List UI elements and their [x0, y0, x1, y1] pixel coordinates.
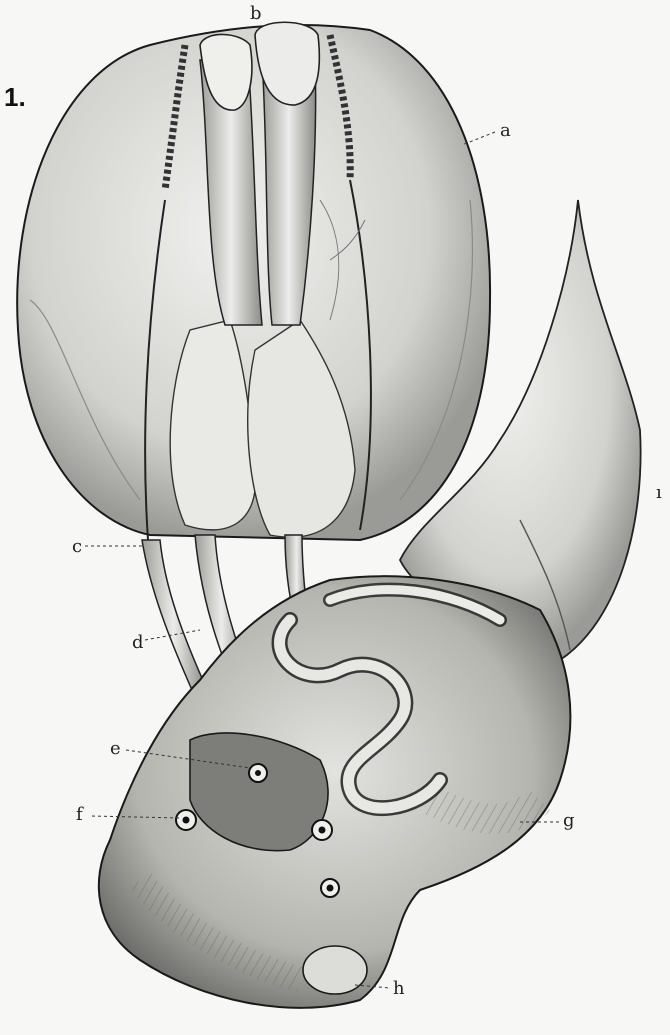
lower-mass [99, 576, 571, 1008]
upper-organ [17, 22, 490, 540]
figure-number: 1. [4, 82, 26, 112]
label-d: d [132, 632, 144, 653]
label-b: b [250, 3, 262, 24]
label-h: h [393, 978, 405, 999]
label-e: e [110, 738, 121, 759]
label-f: f [76, 804, 83, 825]
label-c: c [72, 536, 83, 557]
label-g: g [563, 810, 575, 831]
label-i: ı [656, 482, 662, 503]
label-a: a [500, 120, 511, 141]
